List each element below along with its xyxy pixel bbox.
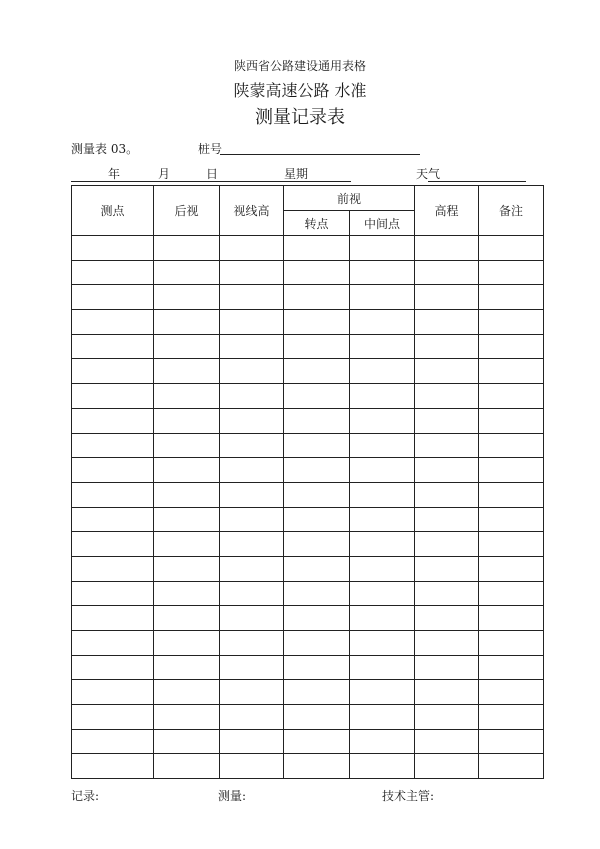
table-cell[interactable]: [479, 532, 544, 557]
table-cell[interactable]: [72, 631, 154, 656]
table-cell[interactable]: [284, 581, 350, 606]
table-cell[interactable]: [415, 532, 479, 557]
table-cell[interactable]: [350, 408, 415, 433]
footer-recorder: 记录:: [71, 789, 100, 803]
table-cell[interactable]: [220, 482, 284, 507]
table-cell[interactable]: [479, 556, 544, 581]
table-cell[interactable]: [479, 581, 544, 606]
table-cell[interactable]: [284, 507, 350, 532]
table-cell[interactable]: [350, 334, 415, 359]
table-cell[interactable]: [350, 433, 415, 458]
table-cell[interactable]: [72, 556, 154, 581]
table-cell[interactable]: [72, 285, 154, 310]
table-cell[interactable]: [415, 507, 479, 532]
table-row: [72, 359, 544, 384]
table-cell[interactable]: [154, 458, 220, 483]
table-cell[interactable]: [154, 433, 220, 458]
table-cell[interactable]: [72, 260, 154, 285]
table-cell[interactable]: [220, 334, 284, 359]
table-cell[interactable]: [350, 729, 415, 754]
table-cell[interactable]: [220, 408, 284, 433]
table-cell[interactable]: [72, 433, 154, 458]
table-cell[interactable]: [415, 359, 479, 384]
footer-supervisor: 技术主管:: [382, 789, 435, 803]
table-cell[interactable]: [154, 408, 220, 433]
table-cell[interactable]: [72, 482, 154, 507]
table-row: [72, 334, 544, 359]
table-cell[interactable]: [154, 729, 220, 754]
table-cell[interactable]: [154, 260, 220, 285]
table-cell[interactable]: [479, 754, 544, 779]
table-cell[interactable]: [220, 705, 284, 730]
table-cell[interactable]: [350, 631, 415, 656]
table-cell[interactable]: [350, 458, 415, 483]
table-cell[interactable]: [154, 359, 220, 384]
table-row: [72, 655, 544, 680]
table-cell[interactable]: [350, 581, 415, 606]
table-cell[interactable]: [220, 433, 284, 458]
table-cell[interactable]: [479, 359, 544, 384]
table-cell[interactable]: [220, 680, 284, 705]
weather-field[interactable]: [428, 181, 526, 182]
table-cell[interactable]: [72, 384, 154, 409]
table-cell[interactable]: [415, 729, 479, 754]
table-cell[interactable]: [284, 433, 350, 458]
col-header-line-of-sight: 视线高: [220, 186, 284, 236]
header-org: 陕西省公路建设通用表格: [233, 59, 366, 73]
table-cell[interactable]: [154, 631, 220, 656]
table-cell[interactable]: [479, 334, 544, 359]
table-cell[interactable]: [350, 260, 415, 285]
table-cell[interactable]: [72, 458, 154, 483]
table-cell[interactable]: [284, 236, 350, 261]
col-header-station: 测点: [72, 186, 154, 236]
table-cell[interactable]: [72, 606, 154, 631]
table-cell[interactable]: [350, 680, 415, 705]
table-cell[interactable]: [154, 606, 220, 631]
table-cell[interactable]: [415, 705, 479, 730]
table-cell[interactable]: [220, 359, 284, 384]
table-cell[interactable]: [479, 458, 544, 483]
table-cell[interactable]: [72, 754, 154, 779]
table-cell[interactable]: [220, 507, 284, 532]
col-header-backsight: 后视: [154, 186, 220, 236]
table-row: [72, 433, 544, 458]
table-cell[interactable]: [415, 754, 479, 779]
table-cell[interactable]: [415, 655, 479, 680]
table-cell[interactable]: [72, 705, 154, 730]
table-cell[interactable]: [479, 482, 544, 507]
table-cell[interactable]: [284, 408, 350, 433]
year-label: 年: [108, 167, 121, 181]
table-cell[interactable]: [284, 260, 350, 285]
table-cell[interactable]: [284, 359, 350, 384]
table-row: [72, 408, 544, 433]
table-cell[interactable]: [220, 285, 284, 310]
table-cell[interactable]: [72, 581, 154, 606]
table-row: [72, 556, 544, 581]
table-cell[interactable]: [72, 729, 154, 754]
table-cell[interactable]: [72, 310, 154, 335]
table-row: [72, 680, 544, 705]
table-row: [72, 631, 544, 656]
header-project: 陕蒙高速公路 水准: [233, 81, 367, 100]
table-cell[interactable]: [220, 754, 284, 779]
table-cell[interactable]: [72, 680, 154, 705]
table-cell[interactable]: [350, 655, 415, 680]
table-cell[interactable]: [220, 384, 284, 409]
table-row: [72, 507, 544, 532]
table-cell[interactable]: [415, 606, 479, 631]
table-cell[interactable]: [350, 705, 415, 730]
table-cell[interactable]: [284, 482, 350, 507]
table-cell[interactable]: [284, 556, 350, 581]
table-cell[interactable]: [350, 285, 415, 310]
table-row: [72, 729, 544, 754]
table-cell[interactable]: [479, 384, 544, 409]
table-cell[interactable]: [415, 260, 479, 285]
table-cell[interactable]: [154, 705, 220, 730]
table-cell[interactable]: [415, 408, 479, 433]
table-cell[interactable]: [479, 236, 544, 261]
table-cell[interactable]: [72, 236, 154, 261]
table-cell[interactable]: [479, 680, 544, 705]
table-cell[interactable]: [415, 334, 479, 359]
table-cell[interactable]: [415, 433, 479, 458]
table-cell[interactable]: [479, 705, 544, 730]
table-cell[interactable]: [154, 655, 220, 680]
col-header-foresight: 前视: [284, 186, 415, 211]
table-cell[interactable]: [154, 482, 220, 507]
table-cell[interactable]: [72, 408, 154, 433]
table-cell[interactable]: [72, 532, 154, 557]
page-title: 测量记录表: [255, 107, 345, 128]
table-cell[interactable]: [479, 310, 544, 335]
table-cell[interactable]: [415, 631, 479, 656]
footer-surveyor: 测量:: [218, 789, 247, 803]
table-cell[interactable]: [415, 236, 479, 261]
table-cell[interactable]: [284, 285, 350, 310]
table-cell[interactable]: [154, 384, 220, 409]
table-cell[interactable]: [479, 631, 544, 656]
table-row: [72, 260, 544, 285]
table-cell[interactable]: [415, 384, 479, 409]
table-cell[interactable]: [284, 334, 350, 359]
table-cell[interactable]: [479, 285, 544, 310]
table-row: [72, 236, 544, 261]
table-cell[interactable]: [350, 507, 415, 532]
table-cell[interactable]: [284, 384, 350, 409]
table-cell[interactable]: [415, 482, 479, 507]
table-cell[interactable]: [479, 260, 544, 285]
table-cell[interactable]: [220, 532, 284, 557]
table-cell[interactable]: [220, 236, 284, 261]
table-cell[interactable]: [72, 359, 154, 384]
table-cell[interactable]: [479, 606, 544, 631]
weather-label: 天气: [416, 167, 441, 181]
table-row: [72, 458, 544, 483]
table-row: [72, 532, 544, 557]
table-row: [72, 606, 544, 631]
table-cell[interactable]: [350, 532, 415, 557]
survey-table: [71, 185, 544, 779]
form-number: 测量表 03。: [71, 142, 139, 156]
table-cell[interactable]: [72, 334, 154, 359]
table-cell[interactable]: [154, 532, 220, 557]
table-row: [72, 384, 544, 409]
subcol-header-turning-point: 转点: [284, 211, 350, 236]
table-cell[interactable]: [350, 384, 415, 409]
table-cell[interactable]: [220, 260, 284, 285]
table-cell[interactable]: [415, 458, 479, 483]
table-cell[interactable]: [154, 556, 220, 581]
table-cell[interactable]: [350, 556, 415, 581]
table-cell[interactable]: [284, 631, 350, 656]
table-cell[interactable]: [479, 507, 544, 532]
day-label: 日: [206, 167, 219, 181]
table-cell[interactable]: [284, 680, 350, 705]
station-field[interactable]: [220, 154, 420, 155]
table-row: [72, 285, 544, 310]
table-cell[interactable]: [415, 581, 479, 606]
subcol-header-intermediate-point: 中间点: [350, 211, 415, 236]
col-header-elevation: 高程: [415, 186, 479, 236]
table-row: [72, 482, 544, 507]
table-cell[interactable]: [479, 433, 544, 458]
table-cell[interactable]: [479, 729, 544, 754]
table-row: [72, 705, 544, 730]
table-cell[interactable]: [479, 655, 544, 680]
table-cell[interactable]: [284, 458, 350, 483]
table-cell[interactable]: [284, 754, 350, 779]
table-cell[interactable]: [415, 556, 479, 581]
table-cell[interactable]: [284, 532, 350, 557]
month-label: 月: [158, 167, 171, 181]
table-cell[interactable]: [220, 606, 284, 631]
table-cell[interactable]: [154, 581, 220, 606]
table-cell[interactable]: [154, 754, 220, 779]
table-cell[interactable]: [154, 680, 220, 705]
table-cell[interactable]: [284, 655, 350, 680]
table-cell[interactable]: [479, 408, 544, 433]
table-row: [72, 581, 544, 606]
table-cell[interactable]: [284, 729, 350, 754]
station-label: 桩号: [198, 142, 223, 156]
table-cell[interactable]: [220, 310, 284, 335]
table-cell[interactable]: [350, 359, 415, 384]
table-cell[interactable]: [350, 482, 415, 507]
table-cell[interactable]: [220, 631, 284, 656]
table-cell[interactable]: [220, 729, 284, 754]
table-cell[interactable]: [154, 334, 220, 359]
table-row: [72, 310, 544, 335]
table-cell[interactable]: [350, 310, 415, 335]
table-cell[interactable]: [154, 507, 220, 532]
col-header-remarks: 备注: [479, 186, 544, 236]
table-cell[interactable]: [350, 754, 415, 779]
weekday-label: 星期: [284, 167, 309, 181]
table-cell[interactable]: [415, 310, 479, 335]
table-row: [72, 754, 544, 779]
table-cell[interactable]: [415, 285, 479, 310]
table-cell[interactable]: [284, 705, 350, 730]
table-cell[interactable]: [154, 236, 220, 261]
table-cell[interactable]: [350, 236, 415, 261]
table-cell[interactable]: [220, 458, 284, 483]
table-cell[interactable]: [154, 310, 220, 335]
table-cell[interactable]: [72, 655, 154, 680]
table-cell[interactable]: [284, 606, 350, 631]
table-cell[interactable]: [220, 556, 284, 581]
table-cell[interactable]: [72, 507, 154, 532]
table-cell[interactable]: [220, 655, 284, 680]
table-cell[interactable]: [350, 606, 415, 631]
table-cell[interactable]: [154, 285, 220, 310]
table-cell[interactable]: [284, 310, 350, 335]
table-cell[interactable]: [220, 581, 284, 606]
table-cell[interactable]: [415, 680, 479, 705]
